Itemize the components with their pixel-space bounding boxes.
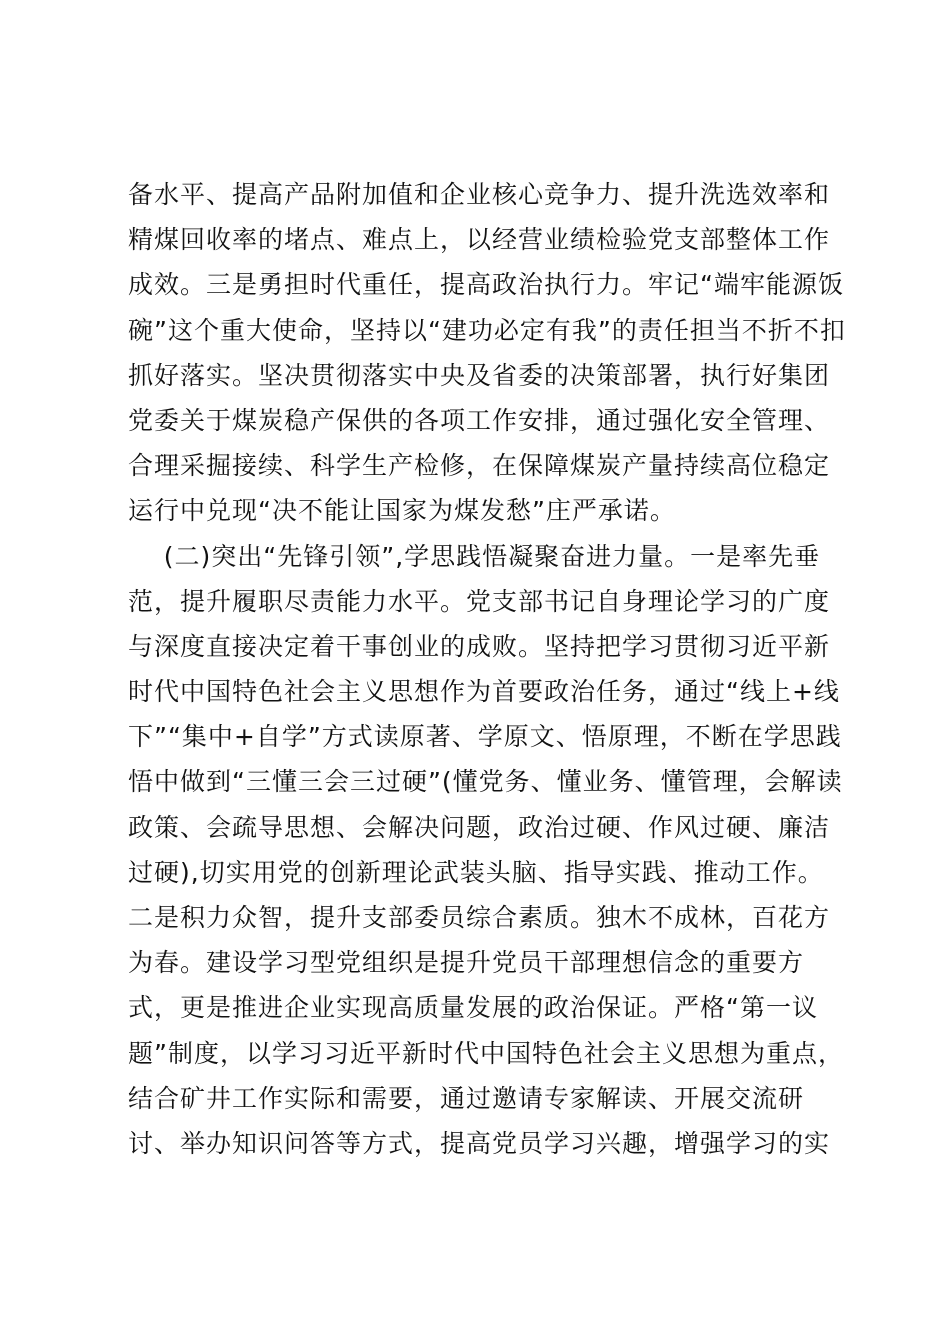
text-line: 范，提升履职尽责能力水平。党支部书记自身理论学习的广度 [128,586,831,616]
text-line: 二是积力众智，提升支部委员综合素质。独木不成林，百花方 [128,903,831,932]
body-text [128,172,848,1166]
text-line: 精煤回收率的堵点、难点上，以经营业绩检验党支部整体工作 [128,225,831,255]
text-line: 合理采掘接续、科学生产检修，在保障煤炭产量持续高位稳定 [128,451,831,481]
text-line: 备水平、提高产品附加值和企业核心竞争力、提升洗选效率和 [128,180,831,209]
text-line: 下”“集中+自学”方式读原著、学原文、悟原理，不断在学思践 [128,722,842,752]
text-line: 碗”这个重大使命，坚持以“建功必定有我”的责任担当不折不扣 [128,315,846,345]
text-line: 讨、举办知识问答等方式，提高党员学习兴趣，增强学习的实 [128,1128,831,1158]
text-line: 与深度直接决定着干事创业的成败。坚持把学习贯彻习近平新 [128,631,831,661]
text-line: 政策、会疏导思想、会解决问题，政治过硬、作风过硬、廉洁 [128,812,831,842]
text-line: 成效。三是勇担时代重任，提高政治执行力。牢记“端牢能源饭 [128,270,844,300]
text-line: 抓好落实。坚决贯彻落实中央及省委的决策部署，执行好集团 [128,360,831,390]
text-line: 时代中国特色社会主义思想作为首要政治任务，通过“线上+线 [128,677,840,707]
text-line: 悟中做到“三懂三会三过硬”(懂党务、懂业务、懂管理，会解读 [128,767,843,797]
text-line: 式，更是推进企业实现高质量发展的政治保证。严格“第一议 [128,993,818,1023]
text-line: 结合矿井工作实际和需要，通过邀请专家解读、开展交流研 [128,1083,805,1113]
text-line: 过硬),切实用党的创新理论武装头脑、指导实践、推动工作。 [128,857,824,887]
text-line: 党委关于煤炭稳产保供的各项工作安排，通过强化安全管理、 [128,405,831,435]
paragraph-heading-line: (二)突出“先锋引领”,学思践悟凝聚奋进力量。一是率先垂 [128,541,821,571]
text-line: 运行中兑现“决不能让国家为煤发愁”庄严承诺。 [128,496,676,526]
text-line: 题”制度，以学习习近平新时代中国特色社会主义思想为重点， [128,1038,844,1068]
text-line: 为春。建设学习型党组织是提升党员干部理想信念的重要方 [128,948,805,978]
